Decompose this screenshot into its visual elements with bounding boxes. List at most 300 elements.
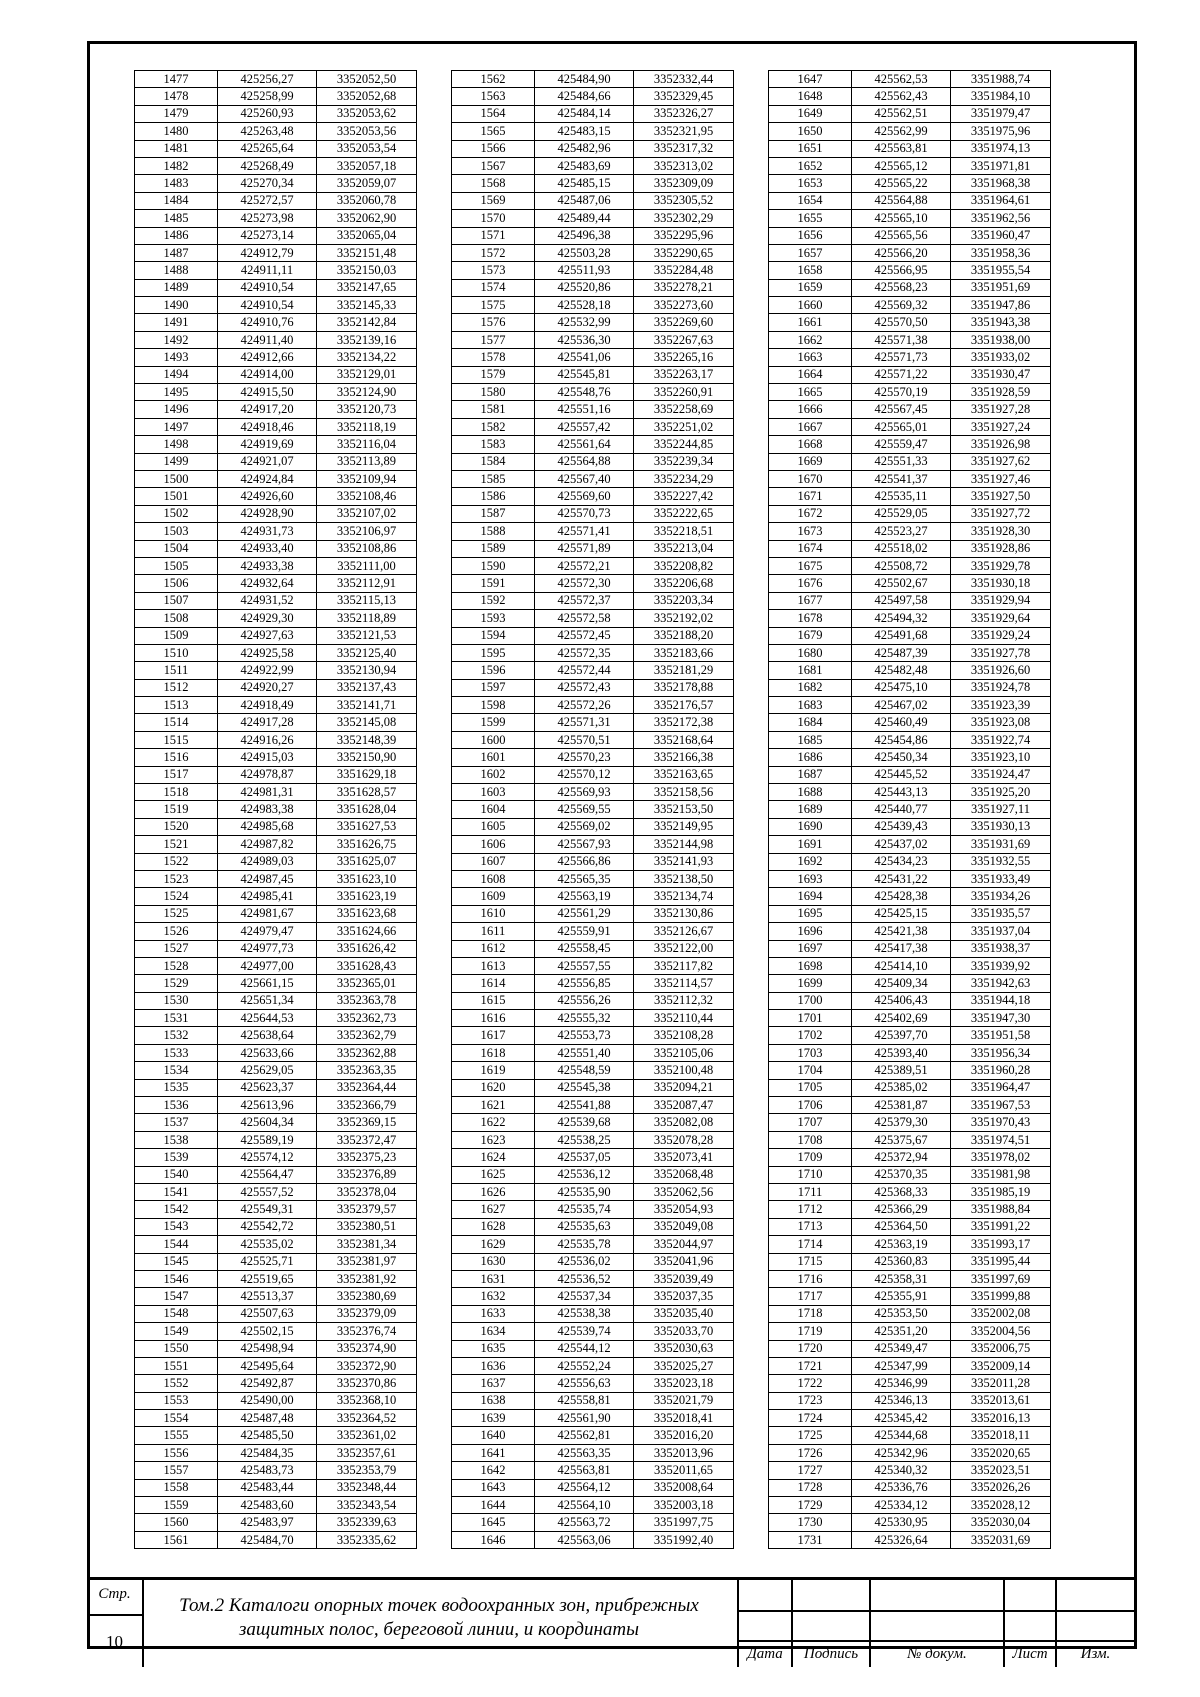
point-number: 1580 — [452, 384, 535, 401]
point-number: 1669 — [769, 453, 852, 470]
x-coordinate: 424925,58 — [218, 644, 317, 661]
table-row — [452, 697, 734, 714]
point-number: 1537 — [135, 1114, 218, 1131]
point-number: 1654 — [769, 192, 852, 209]
table-row — [135, 1479, 417, 1496]
y-coordinate: 3352020,65 — [951, 1444, 1051, 1461]
table-row — [769, 175, 1051, 192]
y-coordinate: 3351930,18 — [951, 575, 1051, 592]
table-row — [452, 1253, 734, 1270]
point-number: 1711 — [769, 1184, 852, 1201]
x-coordinate: 425375,67 — [852, 1131, 951, 1148]
point-number: 1659 — [769, 279, 852, 296]
y-coordinate: 3351974,51 — [951, 1131, 1051, 1148]
x-coordinate: 425570,19 — [852, 384, 951, 401]
point-number: 1589 — [452, 540, 535, 557]
table-row — [135, 314, 417, 331]
point-number: 1524 — [135, 888, 218, 905]
table-row — [452, 836, 734, 853]
y-coordinate: 3352380,51 — [317, 1218, 417, 1235]
y-coordinate: 3352305,52 — [634, 192, 734, 209]
table-row — [135, 1114, 417, 1131]
table-row — [769, 262, 1051, 279]
x-coordinate: 425346,99 — [852, 1375, 951, 1392]
y-coordinate: 3352021,79 — [634, 1392, 734, 1409]
table-row — [135, 610, 417, 627]
y-coordinate: 3352114,57 — [634, 975, 734, 992]
point-number: 1520 — [135, 818, 218, 835]
y-coordinate: 3351937,04 — [951, 923, 1051, 940]
y-coordinate: 3352035,40 — [634, 1305, 734, 1322]
table-row — [769, 488, 1051, 505]
table-row — [135, 1514, 417, 1531]
y-coordinate: 3352059,07 — [317, 175, 417, 192]
x-coordinate: 424914,00 — [218, 366, 317, 383]
point-number: 1588 — [452, 523, 535, 540]
x-coordinate: 424985,68 — [218, 818, 317, 835]
x-coordinate: 425336,76 — [852, 1479, 951, 1496]
point-number: 1713 — [769, 1218, 852, 1235]
table-row — [769, 575, 1051, 592]
table-row — [135, 1392, 417, 1409]
table-row — [135, 975, 417, 992]
x-coordinate: 425402,69 — [852, 1010, 951, 1027]
table-row — [769, 1097, 1051, 1114]
point-number: 1643 — [452, 1479, 535, 1496]
point-number: 1581 — [452, 401, 535, 418]
point-number: 1599 — [452, 714, 535, 731]
y-coordinate: 3351926,60 — [951, 662, 1051, 679]
x-coordinate: 425507,63 — [218, 1305, 317, 1322]
coordinates-table-3 — [768, 70, 1051, 1549]
table-row — [135, 1357, 417, 1374]
y-coordinate: 3351927,78 — [951, 644, 1051, 661]
table-row — [452, 1392, 734, 1409]
y-coordinate: 3352087,47 — [634, 1097, 734, 1114]
x-coordinate: 425482,48 — [852, 662, 951, 679]
point-number: 1596 — [452, 662, 535, 679]
x-coordinate: 424918,49 — [218, 697, 317, 714]
table-row — [452, 210, 734, 227]
table-row — [769, 801, 1051, 818]
point-number: 1649 — [769, 105, 852, 122]
point-number: 1655 — [769, 210, 852, 227]
x-coordinate: 425638,64 — [218, 1027, 317, 1044]
y-coordinate: 3352139,16 — [317, 331, 417, 348]
y-coordinate: 3352269,60 — [634, 314, 734, 331]
x-coordinate: 425363,19 — [852, 1236, 951, 1253]
table-row — [769, 505, 1051, 522]
x-coordinate: 424985,41 — [218, 888, 317, 905]
table-row — [452, 1427, 734, 1444]
table-row — [452, 1166, 734, 1183]
table-row — [135, 453, 417, 470]
point-number: 1538 — [135, 1131, 218, 1148]
table-row — [769, 992, 1051, 1009]
x-coordinate: 424933,38 — [218, 557, 317, 574]
y-coordinate: 3352006,75 — [951, 1340, 1051, 1357]
point-number: 1631 — [452, 1270, 535, 1287]
table-row — [135, 870, 417, 887]
y-coordinate: 3352115,13 — [317, 592, 417, 609]
y-coordinate: 3351931,69 — [951, 836, 1051, 853]
point-number: 1679 — [769, 627, 852, 644]
y-coordinate: 3352106,97 — [317, 523, 417, 540]
y-coordinate: 3352376,74 — [317, 1323, 417, 1340]
point-number: 1540 — [135, 1166, 218, 1183]
y-coordinate: 3351628,43 — [317, 957, 417, 974]
point-number: 1571 — [452, 227, 535, 244]
table-row — [452, 488, 734, 505]
x-coordinate: 425535,78 — [535, 1236, 634, 1253]
y-coordinate: 3352206,68 — [634, 575, 734, 592]
x-coordinate: 425342,96 — [852, 1444, 951, 1461]
x-coordinate: 425326,64 — [852, 1531, 951, 1548]
point-number: 1507 — [135, 592, 218, 609]
x-coordinate: 425567,93 — [535, 836, 634, 853]
table-row — [452, 870, 734, 887]
point-number: 1632 — [452, 1288, 535, 1305]
y-coordinate: 3352176,57 — [634, 697, 734, 714]
point-number: 1661 — [769, 314, 852, 331]
point-number: 1533 — [135, 1044, 218, 1061]
y-coordinate: 3352120,73 — [317, 401, 417, 418]
x-coordinate: 425563,81 — [535, 1462, 634, 1479]
y-coordinate: 3351625,07 — [317, 853, 417, 870]
table-row — [135, 1131, 417, 1148]
x-coordinate: 425572,30 — [535, 575, 634, 592]
table-row — [452, 540, 734, 557]
x-coordinate: 425406,43 — [852, 992, 951, 1009]
table-row — [769, 1218, 1051, 1235]
table-row — [769, 784, 1051, 801]
x-coordinate: 425440,77 — [852, 801, 951, 818]
table-row — [769, 436, 1051, 453]
point-number: 1534 — [135, 1062, 218, 1079]
y-coordinate: 3352368,10 — [317, 1392, 417, 1409]
point-number: 1607 — [452, 853, 535, 870]
point-number: 1704 — [769, 1062, 852, 1079]
y-coordinate: 3351947,86 — [951, 297, 1051, 314]
y-coordinate: 3352125,40 — [317, 644, 417, 661]
table-row — [135, 1288, 417, 1305]
point-number: 1642 — [452, 1462, 535, 1479]
table-row — [452, 1218, 734, 1235]
y-coordinate: 3351927,62 — [951, 453, 1051, 470]
y-coordinate: 3352018,11 — [951, 1427, 1051, 1444]
table-row — [769, 610, 1051, 627]
y-coordinate: 3352041,96 — [634, 1253, 734, 1270]
x-coordinate: 425414,10 — [852, 957, 951, 974]
table-row — [135, 1044, 417, 1061]
table-row — [135, 905, 417, 922]
x-coordinate: 425513,37 — [218, 1288, 317, 1305]
y-coordinate: 3352192,02 — [634, 610, 734, 627]
y-coordinate: 3351924,78 — [951, 679, 1051, 696]
table-row — [769, 105, 1051, 122]
y-coordinate: 3352129,01 — [317, 366, 417, 383]
y-coordinate: 3351955,54 — [951, 262, 1051, 279]
x-coordinate: 425439,43 — [852, 818, 951, 835]
y-coordinate: 3352372,90 — [317, 1357, 417, 1374]
point-number: 1535 — [135, 1079, 218, 1096]
point-number: 1598 — [452, 697, 535, 714]
point-number: 1699 — [769, 975, 852, 992]
point-number: 1703 — [769, 1044, 852, 1061]
point-number: 1708 — [769, 1131, 852, 1148]
table-row — [452, 575, 734, 592]
x-coordinate: 424987,82 — [218, 836, 317, 853]
y-coordinate: 3351922,74 — [951, 731, 1051, 748]
point-number: 1644 — [452, 1497, 535, 1514]
point-number: 1575 — [452, 297, 535, 314]
table-row — [769, 88, 1051, 105]
x-coordinate: 425572,58 — [535, 610, 634, 627]
point-number: 1660 — [769, 297, 852, 314]
point-number: 1688 — [769, 784, 852, 801]
table-row — [769, 1427, 1051, 1444]
point-number: 1698 — [769, 957, 852, 974]
table-row — [769, 227, 1051, 244]
x-coordinate: 425355,91 — [852, 1288, 951, 1305]
x-coordinate: 425556,63 — [535, 1375, 634, 1392]
table-row — [769, 140, 1051, 157]
point-number: 1663 — [769, 349, 852, 366]
point-number: 1574 — [452, 279, 535, 296]
y-coordinate: 3352244,85 — [634, 436, 734, 453]
y-coordinate: 3351629,18 — [317, 766, 417, 783]
x-coordinate: 425529,05 — [852, 505, 951, 522]
table-row — [452, 1044, 734, 1061]
table-row — [452, 1444, 734, 1461]
y-coordinate: 3352108,86 — [317, 540, 417, 557]
y-coordinate: 3351964,61 — [951, 192, 1051, 209]
table-row — [769, 714, 1051, 731]
point-number: 1506 — [135, 575, 218, 592]
y-coordinate: 3352239,34 — [634, 453, 734, 470]
x-coordinate: 425483,60 — [218, 1497, 317, 1514]
table-row — [769, 123, 1051, 140]
x-coordinate: 425385,02 — [852, 1079, 951, 1096]
x-coordinate: 425330,95 — [852, 1514, 951, 1531]
x-coordinate: 425569,60 — [535, 488, 634, 505]
point-number: 1568 — [452, 175, 535, 192]
point-number: 1600 — [452, 731, 535, 748]
point-number: 1639 — [452, 1410, 535, 1427]
table-row — [135, 1305, 417, 1322]
point-number: 1502 — [135, 505, 218, 522]
x-coordinate: 425545,81 — [535, 366, 634, 383]
y-coordinate: 3352033,70 — [634, 1323, 734, 1340]
table-row — [452, 1323, 734, 1340]
point-number: 1522 — [135, 853, 218, 870]
x-coordinate: 425428,38 — [852, 888, 951, 905]
point-number: 1623 — [452, 1131, 535, 1148]
y-coordinate: 3352016,13 — [951, 1410, 1051, 1427]
x-coordinate: 424915,50 — [218, 384, 317, 401]
x-coordinate: 425450,34 — [852, 749, 951, 766]
table-row — [135, 1184, 417, 1201]
y-coordinate: 3352148,39 — [317, 731, 417, 748]
x-coordinate: 424981,67 — [218, 905, 317, 922]
point-number: 1499 — [135, 453, 218, 470]
point-number: 1490 — [135, 297, 218, 314]
point-number: 1693 — [769, 870, 852, 887]
table-row — [135, 592, 417, 609]
y-coordinate: 3352078,28 — [634, 1131, 734, 1148]
x-coordinate: 425379,30 — [852, 1114, 951, 1131]
x-coordinate: 425409,34 — [852, 975, 951, 992]
point-number: 1666 — [769, 401, 852, 418]
x-coordinate: 424912,66 — [218, 349, 317, 366]
point-number: 1691 — [769, 836, 852, 853]
y-coordinate: 3351623,10 — [317, 870, 417, 887]
point-number: 1587 — [452, 505, 535, 522]
point-number: 1674 — [769, 540, 852, 557]
table-row — [135, 366, 417, 383]
y-coordinate: 3351929,64 — [951, 610, 1051, 627]
table-row — [452, 662, 734, 679]
point-number: 1648 — [769, 88, 852, 105]
point-number: 1652 — [769, 157, 852, 174]
table-row — [135, 1427, 417, 1444]
x-coordinate: 425260,93 — [218, 105, 317, 122]
x-coordinate: 425571,31 — [535, 714, 634, 731]
x-coordinate: 425537,34 — [535, 1288, 634, 1305]
table-row — [769, 818, 1051, 835]
table-row — [769, 1010, 1051, 1027]
x-coordinate: 425564,88 — [535, 453, 634, 470]
point-number: 1591 — [452, 575, 535, 592]
y-coordinate: 3352145,33 — [317, 297, 417, 314]
x-coordinate: 425492,87 — [218, 1375, 317, 1392]
x-coordinate: 425557,52 — [218, 1184, 317, 1201]
table-row — [769, 1462, 1051, 1479]
x-coordinate: 425566,20 — [852, 244, 951, 261]
point-number: 1701 — [769, 1010, 852, 1027]
y-coordinate: 3352188,20 — [634, 627, 734, 644]
point-number: 1705 — [769, 1079, 852, 1096]
y-coordinate: 3351979,47 — [951, 105, 1051, 122]
y-coordinate: 3351624,66 — [317, 923, 417, 940]
table-row — [452, 801, 734, 818]
y-coordinate: 3352044,97 — [634, 1236, 734, 1253]
table-row — [452, 766, 734, 783]
point-number: 1604 — [452, 801, 535, 818]
y-coordinate: 3352018,41 — [634, 1410, 734, 1427]
x-coordinate: 424912,79 — [218, 244, 317, 261]
x-coordinate: 425417,38 — [852, 940, 951, 957]
table-row — [135, 227, 417, 244]
y-coordinate: 3351932,55 — [951, 853, 1051, 870]
table-row — [452, 88, 734, 105]
x-coordinate: 425604,34 — [218, 1114, 317, 1131]
x-coordinate: 425508,72 — [852, 557, 951, 574]
table-row — [769, 1236, 1051, 1253]
y-coordinate: 3352025,27 — [634, 1357, 734, 1374]
x-coordinate: 425351,20 — [852, 1323, 951, 1340]
point-number: 1730 — [769, 1514, 852, 1531]
y-coordinate: 3351960,28 — [951, 1062, 1051, 1079]
x-coordinate: 425539,74 — [535, 1323, 634, 1340]
x-coordinate: 425353,50 — [852, 1305, 951, 1322]
x-coordinate: 425541,88 — [535, 1097, 634, 1114]
y-coordinate: 3352375,23 — [317, 1149, 417, 1166]
y-coordinate: 3352147,65 — [317, 279, 417, 296]
table-row — [769, 244, 1051, 261]
x-coordinate: 425651,34 — [218, 992, 317, 1009]
x-coordinate: 425569,93 — [535, 784, 634, 801]
x-coordinate: 425567,45 — [852, 401, 951, 418]
x-coordinate: 425545,38 — [535, 1079, 634, 1096]
y-coordinate: 3351968,38 — [951, 175, 1051, 192]
table-row — [135, 523, 417, 540]
point-number: 1504 — [135, 540, 218, 557]
point-number: 1572 — [452, 244, 535, 261]
table-row — [452, 453, 734, 470]
point-number: 1681 — [769, 662, 852, 679]
x-coordinate: 425503,28 — [535, 244, 634, 261]
x-coordinate: 425445,52 — [852, 766, 951, 783]
y-coordinate: 3351992,40 — [634, 1531, 734, 1548]
table-row — [135, 575, 417, 592]
x-coordinate: 425482,96 — [535, 140, 634, 157]
x-coordinate: 425565,35 — [535, 870, 634, 887]
point-number: 1546 — [135, 1270, 218, 1287]
point-number: 1725 — [769, 1427, 852, 1444]
x-coordinate: 425633,66 — [218, 1044, 317, 1061]
y-coordinate: 3352011,28 — [951, 1375, 1051, 1392]
point-number: 1579 — [452, 366, 535, 383]
table-row — [452, 123, 734, 140]
point-number: 1682 — [769, 679, 852, 696]
x-coordinate: 425569,32 — [852, 297, 951, 314]
y-coordinate: 3352049,08 — [634, 1218, 734, 1235]
table-row — [135, 401, 417, 418]
point-number: 1617 — [452, 1027, 535, 1044]
point-number: 1573 — [452, 262, 535, 279]
point-number: 1718 — [769, 1305, 852, 1322]
table-row — [452, 1531, 734, 1548]
table-row — [452, 1184, 734, 1201]
table-row — [452, 71, 734, 88]
y-coordinate: 3352362,73 — [317, 1010, 417, 1027]
x-coordinate: 425571,22 — [852, 366, 951, 383]
point-number: 1486 — [135, 227, 218, 244]
x-coordinate: 425484,70 — [218, 1531, 317, 1548]
y-coordinate: 3352381,92 — [317, 1270, 417, 1287]
y-coordinate: 3352107,02 — [317, 505, 417, 522]
x-coordinate: 425570,12 — [535, 766, 634, 783]
y-coordinate: 3351626,42 — [317, 940, 417, 957]
x-coordinate: 425484,90 — [535, 71, 634, 88]
point-number: 1525 — [135, 905, 218, 922]
x-coordinate: 425265,64 — [218, 140, 317, 157]
y-coordinate: 3352263,17 — [634, 366, 734, 383]
point-number: 1715 — [769, 1253, 852, 1270]
point-number: 1505 — [135, 557, 218, 574]
x-coordinate: 425434,23 — [852, 853, 951, 870]
x-coordinate: 424983,38 — [218, 801, 317, 818]
table-row — [769, 1305, 1051, 1322]
y-coordinate: 3352113,89 — [317, 453, 417, 470]
y-coordinate: 3352365,01 — [317, 975, 417, 992]
x-coordinate: 425258,99 — [218, 88, 317, 105]
table-row — [769, 905, 1051, 922]
y-coordinate: 3352153,50 — [634, 801, 734, 818]
x-coordinate: 425370,35 — [852, 1166, 951, 1183]
table-row — [769, 1531, 1051, 1548]
